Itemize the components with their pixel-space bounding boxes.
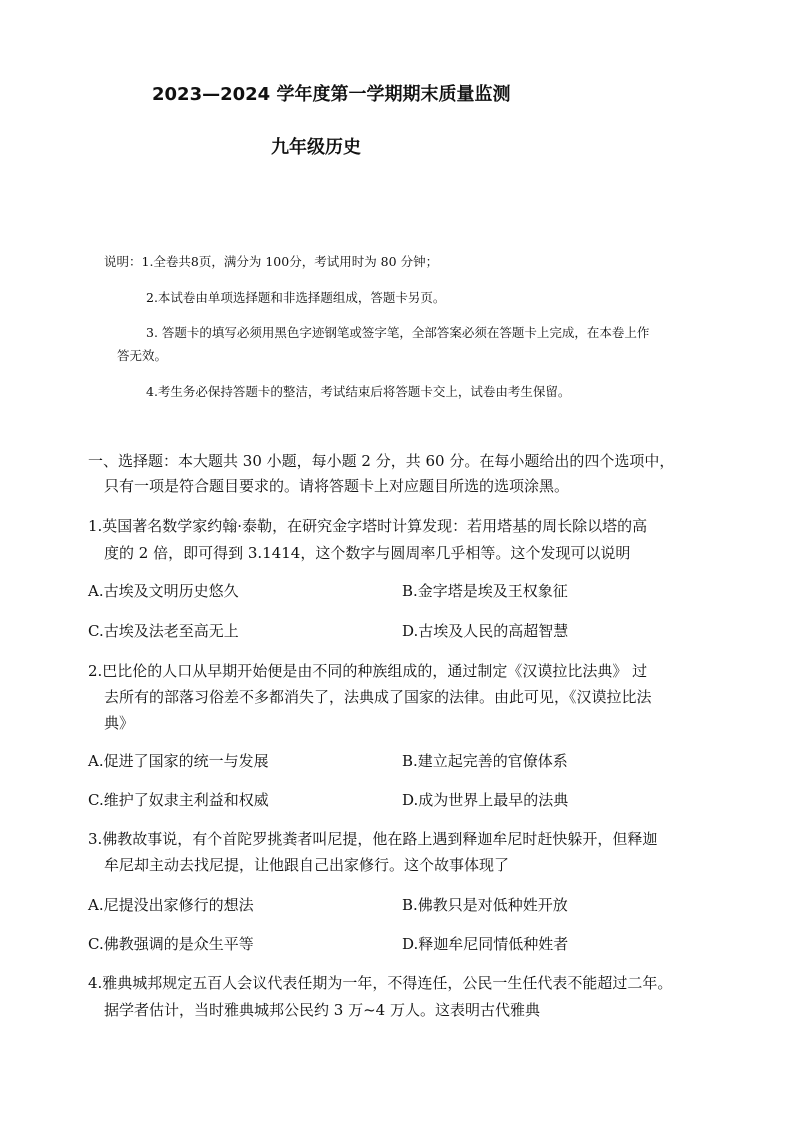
question-stem: 3.佛教故事说，有个首陀罗挑粪者叫尼提，他在路上遇到释迦牟尼时赶快躲开，但释迦	[88, 830, 658, 848]
question-stem: 2.巴比伦的人口从早期开始便是由不同的种族组成的，通过制定《汉谟拉比法典》 过	[88, 662, 648, 680]
note-1: 说明：1.全卷共8页，满分为 100分，考试用时为 80 分钟；	[104, 254, 439, 269]
section-line-1: 一、选择题：本大题共 30 小题，每小题 2 分，共 60 分。在每小题给出的四个选项中，	[88, 452, 675, 470]
option-b: B.建立起完善的官僚体系	[402, 752, 568, 770]
option-c: C.维护了奴隶主利益和权威	[88, 791, 269, 809]
question-stem-cont: 牟尼却主动去找尼提，让他跟自己出家修行。这个故事体现了	[104, 856, 510, 874]
option-d: D.释迦牟尼同情低种姓者	[402, 935, 569, 953]
note-3-cont: 答无效。	[117, 348, 168, 363]
option-d: D.成为世界上最早的法典	[402, 791, 569, 809]
option-c: C.佛教强调的是众生平等	[88, 935, 254, 953]
page-subtitle: 九年级历史	[271, 137, 361, 158]
question-stem: 4.雅典城邦规定五百人会议代表任期为一年，不得连任，公民一生任代表不能超过二年。	[88, 974, 673, 992]
question-stem-cont: 度的 2 倍，即可得到 3.1414，这个数字与圆周率几乎相等。这个发现可以说明	[104, 544, 631, 562]
option-d: D.古埃及人民的高超智慧	[402, 622, 569, 640]
option-a: A.古埃及文明历史悠久	[88, 582, 239, 600]
section-line-2: 只有一项是符合题目要求的。请将答题卡上对应题目所选的选项涂黑。	[104, 477, 570, 495]
note-4: 4.考生务必保持答题卡的整洁，考试结束后将答题卡交上，试卷由考生保留。	[146, 384, 571, 399]
note-2: 2.本试卷由单项选择题和非选择题组成，答题卡另页。	[146, 290, 446, 305]
note-3: 3. 答题卡的填写必须用黑色字迹钢笔或签字笔，全部答案必须在答题卡上完成，在本卷上作	[146, 325, 650, 340]
option-b: B.佛教只是对低种姓开放	[402, 896, 568, 914]
question-stem: 1.英国著名数学家约翰·泰勒，在研究金字塔时计算发现：若用塔基的周长除以塔的高	[88, 517, 648, 535]
question-stem-cont: 去所有的部落习俗差不多都消失了，法典成了国家的法律。由此可见，《汉谟拉比法	[104, 688, 652, 706]
question-stem-cont-2: 典》	[104, 714, 135, 732]
option-b: B.金字塔是埃及王权象征	[402, 582, 568, 600]
option-c: C.古埃及法老至高无上	[88, 622, 239, 640]
page-title: 2023—2024 学年度第一学期期末质量监测	[152, 84, 511, 105]
option-a: A.尼提没出家修行的想法	[88, 896, 254, 914]
option-a: A.促进了国家的统一与发展	[88, 752, 269, 770]
question-stem-cont: 据学者估计，当时雅典城邦公民约 3 万~4 万人。这表明古代雅典	[104, 1001, 540, 1019]
